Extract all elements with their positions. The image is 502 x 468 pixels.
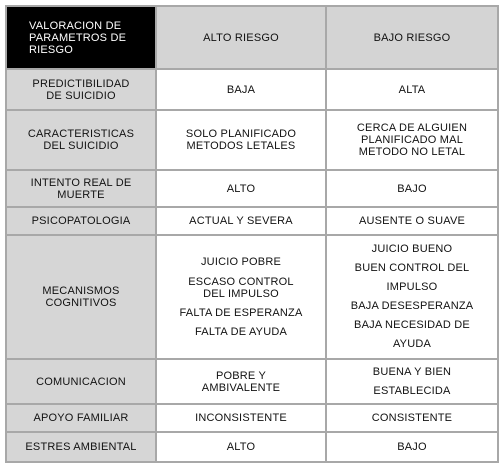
parameter-cell <box>6 404 156 432</box>
low-risk-cell <box>326 235 498 359</box>
high-risk-value: DEL IMPULSO <box>203 287 279 300</box>
low-risk-value: CERCA DE ALGUIEN <box>356 122 468 134</box>
parameter-line: CARACTERISTICAS <box>27 128 135 140</box>
high-risk-value: ESCASO CONTROL <box>188 275 294 288</box>
low-risk-cell <box>326 207 498 235</box>
low-risk-value: BAJO <box>397 182 427 195</box>
low-risk-value: IMPULSO <box>386 281 438 293</box>
low-risk-cell <box>326 404 498 432</box>
high-risk-value: POBRE Y <box>215 369 267 382</box>
high-risk-value: ACTUAL Y SEVERA <box>189 215 293 227</box>
table-row <box>6 235 498 359</box>
parameter-line: INTENTO REAL DE <box>30 176 132 189</box>
low-risk-value: METODO NO LETAL <box>358 146 466 158</box>
low-risk-cell <box>326 359 498 404</box>
low-risk-header: BAJO RIESGO <box>326 6 498 69</box>
high-risk-value: FALTA DE AYUDA <box>194 325 288 338</box>
table-row <box>6 170 498 207</box>
high-risk-value: AMBIVALENTE <box>201 381 281 394</box>
low-risk-cell <box>326 110 498 170</box>
table-row <box>6 207 498 235</box>
parameter-cell <box>6 170 156 207</box>
high-risk-value: INCONSISTENTE <box>195 412 287 424</box>
high-risk-value: JUICIO POBRE <box>200 255 282 268</box>
low-risk-value: AUSENTE O SUAVE <box>358 215 466 227</box>
low-risk-value: ALTA <box>398 83 426 96</box>
header-row <box>6 6 498 69</box>
low-risk-value: ESTABLECIDA <box>373 384 451 397</box>
high-risk-value: ALTO <box>226 182 256 195</box>
table-row <box>6 110 498 170</box>
high-risk-cell <box>156 404 326 432</box>
parameter-line: COGNITIVOS <box>45 297 117 309</box>
high-risk-value: METODOS LETALES <box>186 140 296 152</box>
parameter-cell <box>6 235 156 359</box>
parameters-header-line: RIESGO <box>29 43 73 56</box>
parameter-line: COMUNICACION <box>36 375 126 388</box>
low-risk-value: BUENA Y BIEN <box>372 365 452 378</box>
low-risk-value: BAJA DESESPERANZA <box>350 300 474 312</box>
high-risk-cell <box>156 207 326 235</box>
table-row <box>6 432 498 462</box>
parameter-cell <box>6 359 156 404</box>
parameters-header-line: VALORACION DE <box>29 19 122 32</box>
table-row <box>6 69 498 110</box>
low-risk-cell <box>326 69 498 110</box>
high-risk-cell <box>156 170 326 207</box>
high-risk-header: ALTO RIESGO <box>156 6 326 69</box>
parameters-header-line: PARAMETROS DE <box>29 31 127 44</box>
parameter-line: DEL SUICIDIO <box>43 140 119 152</box>
parameter-line: MECANISMOS <box>42 285 120 297</box>
high-risk-value: SOLO PLANIFICADO <box>185 128 297 140</box>
parameter-cell <box>6 207 156 235</box>
high-risk-value: FALTA DE ESPERANZA <box>179 306 303 319</box>
low-risk-value: PLANIFICADO MAL <box>360 134 464 146</box>
high-risk-cell <box>156 235 326 359</box>
low-risk-cell <box>326 170 498 207</box>
low-risk-value: CONSISTENTE <box>371 412 453 424</box>
parameter-cell <box>6 110 156 170</box>
high-risk-value: BAJA <box>226 83 256 96</box>
parameter-cell <box>6 432 156 462</box>
low-risk-value: BAJA NECESIDAD DE <box>354 319 470 331</box>
low-risk-value: BAJO <box>397 441 427 453</box>
table-row <box>6 404 498 432</box>
parameter-cell <box>6 69 156 110</box>
low-risk-value: JUICIO BUENO <box>371 243 453 255</box>
table-row <box>6 359 498 404</box>
high-risk-cell <box>156 359 326 404</box>
high-risk-cell <box>156 432 326 462</box>
parameter-line: PSICOPATOLOGIA <box>31 215 131 227</box>
parameter-line: PREDICTIBILIDAD <box>32 77 130 90</box>
parameter-line: MUERTE <box>57 188 105 201</box>
low-risk-cell <box>326 432 498 462</box>
parameter-line: DE SUICIDIO <box>46 89 116 102</box>
high-risk-cell <box>156 69 326 110</box>
risk-assessment-table <box>5 5 499 463</box>
parameters-header <box>6 6 156 69</box>
parameter-line: APOYO FAMILIAR <box>33 412 129 424</box>
parameter-line: ESTRES AMBIENTAL <box>25 441 137 453</box>
low-risk-value: AYUDA <box>392 338 432 350</box>
high-risk-cell <box>156 110 326 170</box>
low-risk-value: BUEN CONTROL DEL <box>354 262 470 274</box>
high-risk-value: ALTO <box>226 441 256 453</box>
